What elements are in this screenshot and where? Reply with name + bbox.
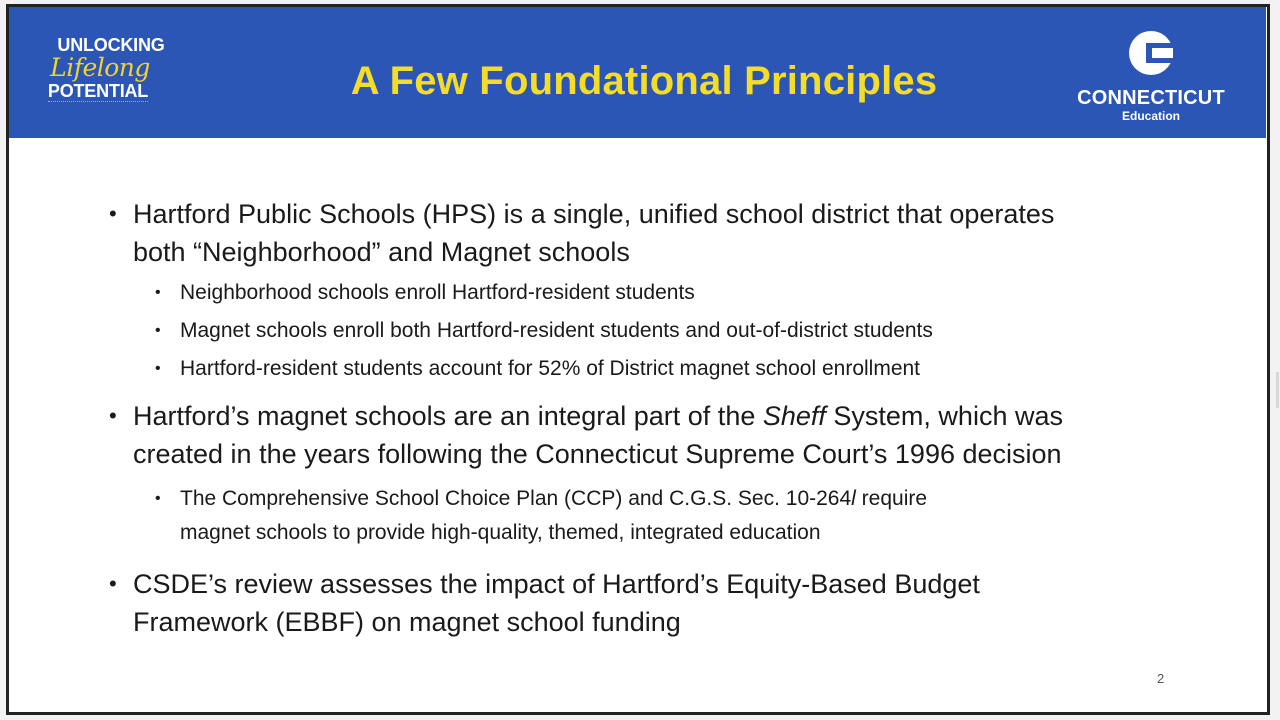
bullet-dot: • — [155, 360, 161, 377]
sub-bullet-1-2 — [155, 314, 1180, 348]
bullet-2 — [109, 397, 1213, 473]
bullet-dot: • — [155, 322, 161, 339]
connecticut-education-logo — [1065, 31, 1237, 123]
bullet-3 — [109, 565, 1213, 641]
bullet-dot: • — [155, 490, 161, 507]
bullet-dot: • — [109, 403, 117, 428]
sub-bullet-text: Neighborhood schools enroll Hartford-resident students — [180, 281, 695, 304]
bullet-dot: • — [155, 284, 161, 301]
sub-bullet-2-1 — [155, 482, 1180, 550]
connecticut-c-logo-icon — [1129, 31, 1173, 75]
text-segment: Hartford’s magnet schools are an integral part of the — [133, 401, 763, 431]
slide — [6, 4, 1270, 715]
bullet-dot: • — [109, 571, 117, 596]
slide-body — [9, 138, 1267, 712]
case-name-sheff: Sheff — [762, 401, 826, 431]
bullet-2-line-2: created in the years following the Connecticut Supreme Court’s 1996 decision — [133, 439, 1062, 469]
bullet-3-line-2: Framework (EBBF) on magnet school funding — [133, 607, 681, 637]
sub-bullet-text: Hartford-resident students account for 52% of District magnet school enrollment — [180, 357, 921, 380]
slide-header — [9, 7, 1269, 138]
unlocking-lifelong-potential-logo — [41, 35, 181, 102]
sub-bullet-1-1 — [155, 276, 1180, 310]
logo-line-unlocking: UNLOCKING — [57, 35, 165, 55]
bullet-dot: • — [109, 201, 117, 226]
sub-bullet-line-1 — [180, 482, 1180, 516]
text-segment: System, which was — [825, 401, 1063, 431]
slide-title: A Few Foundational Principles — [350, 59, 938, 103]
logo-subtitle: Education — [1121, 109, 1180, 123]
logo-line-lifelong: Lifelong — [50, 53, 150, 82]
bullet-1-line-2: both “Neighborhood” and Magnet schools — [133, 237, 630, 267]
bullet-2-line-1 — [133, 397, 1213, 435]
statute-suffix: l — [851, 487, 856, 510]
logo-name: CONNECTICUT — [1077, 87, 1225, 109]
sub-bullet-line-2: magnet schools to provide high-quality, themed, integrated education — [180, 521, 821, 544]
page-number: 2 — [1157, 671, 1165, 686]
text-segment: require — [855, 487, 928, 510]
logo-line-potential: POTENTIAL — [47, 81, 149, 101]
sub-bullet-text: Magnet schools enroll both Hartford-resident students and out-of-district students — [180, 319, 933, 342]
bullet-3-line-1: CSDE’s review assesses the impact of Hartford’s Equity-Based Budget — [133, 569, 980, 599]
scrollbar-thumb[interactable] — [1276, 372, 1279, 408]
bullet-1-line-1: Hartford Public Schools (HPS) is a single, unified school district that operates — [133, 199, 1055, 229]
sub-bullet-1-3 — [155, 352, 1180, 386]
text-segment: The Comprehensive School Choice Plan (CCP) and C.G.S. Sec. 10-264 — [180, 487, 852, 510]
bullet-1 — [109, 195, 1213, 271]
